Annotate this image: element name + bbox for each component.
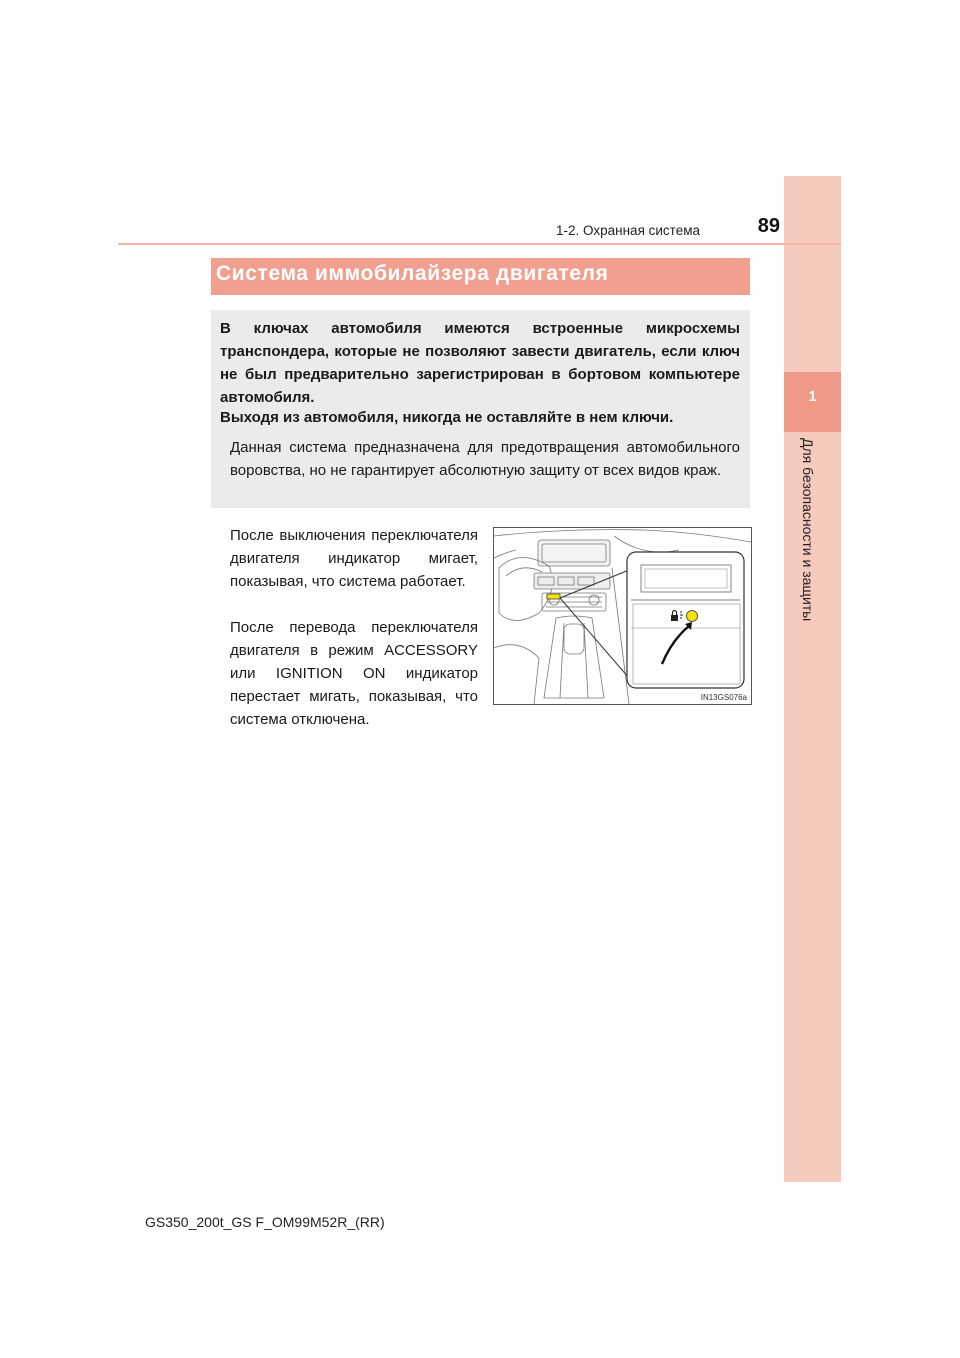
dashboard-drawing [494,528,751,704]
info-warning-text: Выходя из автомобиля, никогда не оставляйте в нем ключи. [220,409,674,426]
page-number: 89 [757,215,780,237]
page-title: Система иммобилайзера двигателя [216,262,609,285]
indicator-location-marker [547,594,560,599]
chapter-title: Для безопасности и защиты [800,438,816,622]
info-note: Данная система предназначена для предотвращения автомобильного воровства, но не гарантирует абсолютную защиту от всех видов краж. [230,439,740,479]
chapter-side-tab [784,176,841,1182]
footer-model-code: GS350_200t_GS F_OM99M52R_(RR) [145,1214,385,1230]
chapter-number: 1 [808,388,817,405]
header-divider [118,243,841,245]
body-paragraph-1: После выключения переключателя двигателя индикатор мигает, показывая, что система работает. [230,527,478,590]
section-title: 1-2. Охранная система [556,223,700,238]
security-indicator-light [687,611,698,622]
dashboard-illustration [493,527,752,705]
body-paragraph-2: После перевода переключателя двигателя в режим ACCESSORY или IGNITION ON индикатор перестает мигать, показывая, что система отключена. [230,619,478,728]
info-bold-text: В ключах автомобиля имеются встроенные микросхемы транспондера, которые не позволяют завести двигатель, если ключ не был предварительно зарегистрирован в бортовом компьютере автомобиля. [220,320,740,406]
figure-code: IN13GS076a [700,693,747,702]
